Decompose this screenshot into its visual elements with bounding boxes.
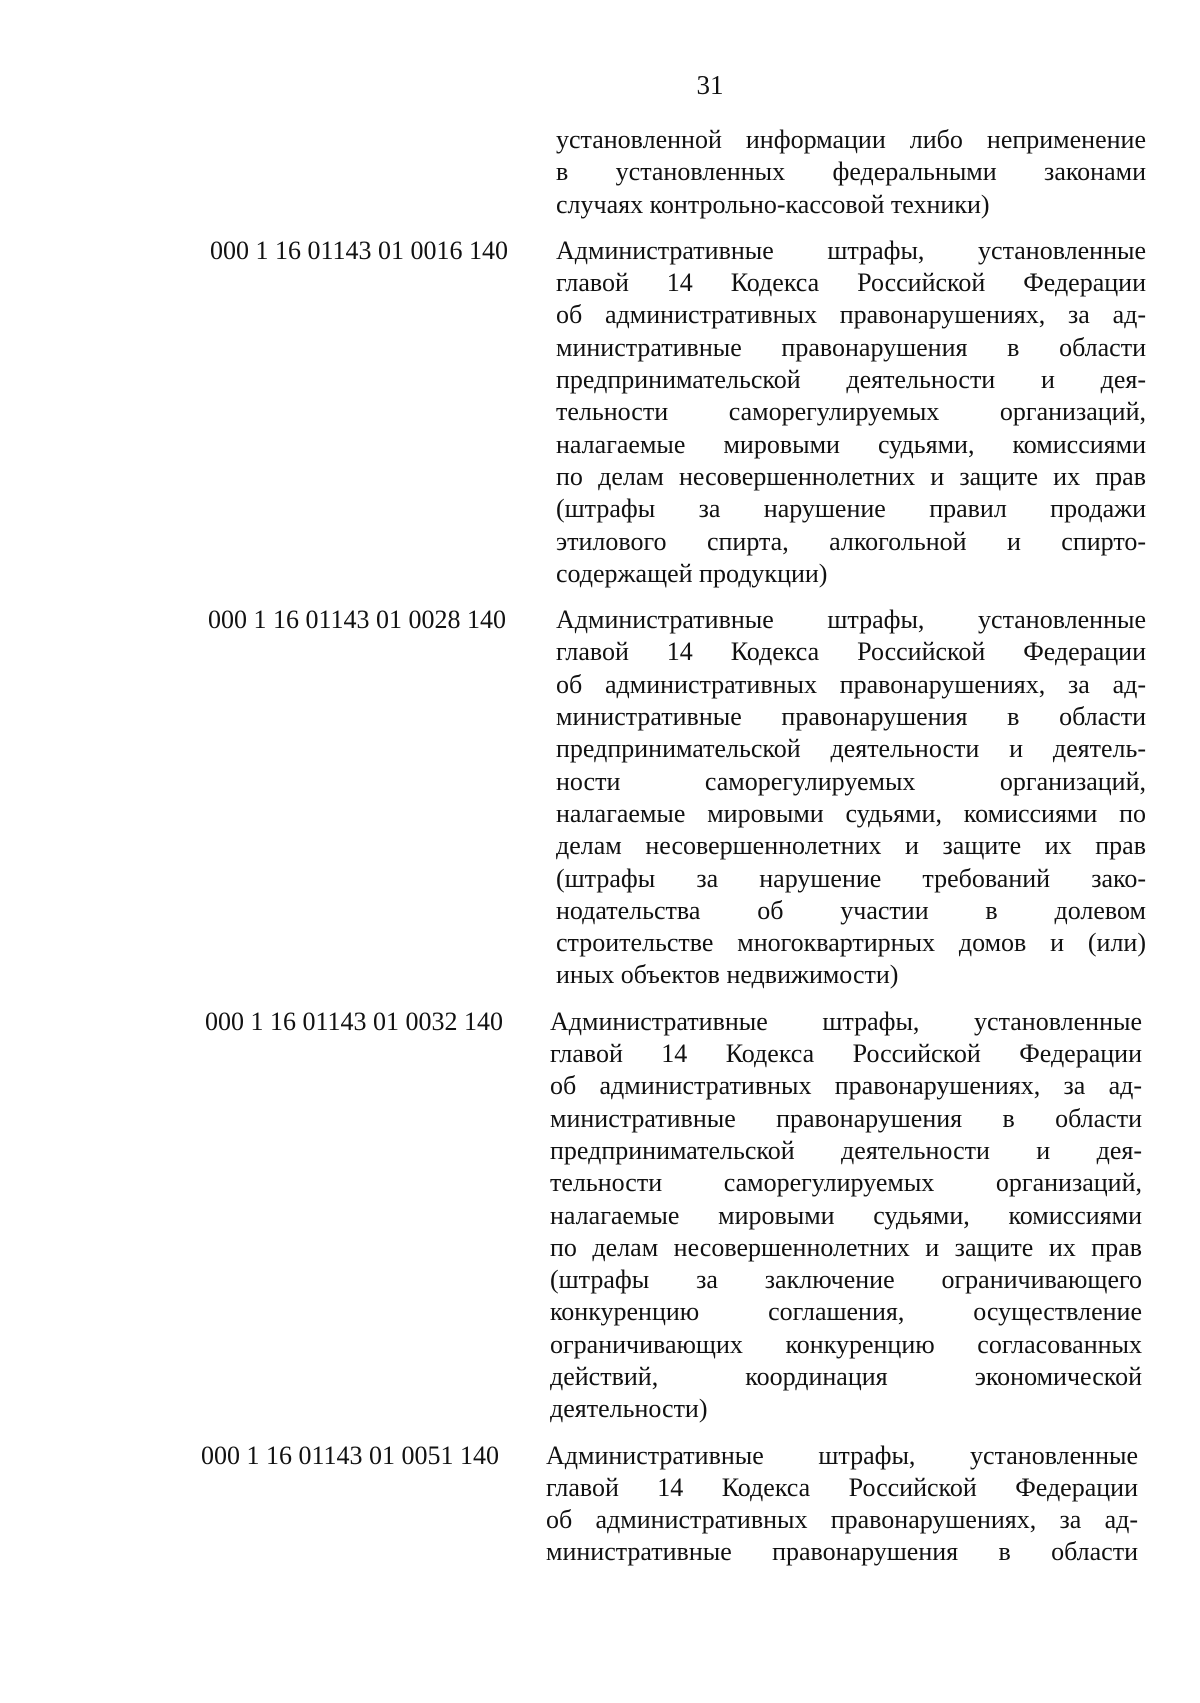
fines-table	[0, 124, 1200, 1569]
description-line: конкуренцию соглашения, осуществление	[550, 1297, 1142, 1327]
description-line: Административные штрафы, установленные	[550, 1006, 1142, 1036]
description-line: этилового спирта, алкогольной и спирто-	[556, 526, 1146, 556]
description-line: министративные правонарушения в области	[556, 332, 1146, 362]
description-line: налагаемые мировыми судьями, комиссиями	[550, 1200, 1142, 1230]
table-row	[0, 604, 1200, 992]
budget-classification-code: 000 1 16 01143 01 0032 140	[205, 1006, 504, 1036]
budget-classification-code: 000 1 16 01143 01 0016 140	[210, 235, 509, 265]
description-line: предпринимательской деятельности и дея-	[556, 365, 1146, 395]
description-line: в установленных федеральными законами	[556, 157, 1146, 187]
description-line: тельности саморегулируемых организаций,	[556, 397, 1146, 427]
entry-description	[556, 604, 1146, 992]
description-line: Административные штрафы, установленные	[556, 235, 1146, 265]
description-line: случаях контрольно-кассовой техники)	[556, 189, 990, 219]
description-line: министративные правонарушения в области	[550, 1103, 1142, 1133]
continuation-description	[556, 124, 1146, 221]
description-line: установленной информации либо неприменение	[556, 125, 1146, 154]
description-line: по делам несовершеннолетних и защите их прав	[556, 461, 1146, 491]
budget-classification-code: 000 1 16 01143 01 0028 140	[208, 605, 507, 635]
description-line: действий, координация экономической	[550, 1361, 1142, 1391]
table-row	[0, 1440, 1200, 1569]
description-line: об административных правонарушениях, за ад-	[550, 1071, 1142, 1101]
description-line: (штрафы за нарушение правил продажи	[556, 494, 1146, 524]
continuation-entry	[0, 124, 1200, 221]
budget-classification-code: 000 1 16 01143 01 0051 140	[201, 1440, 500, 1470]
description-line: министративные правонарушения в области	[556, 702, 1146, 732]
description-line: Административные штрафы, установленные	[546, 1440, 1138, 1470]
description-line: делам несовершеннолетних и защите их прав	[556, 831, 1146, 861]
description-line: об административных правонарушениях, за ад-	[556, 669, 1146, 699]
description-line: Административные штрафы, установленные	[556, 605, 1146, 635]
description-line: деятельности)	[550, 1394, 708, 1424]
table-row	[0, 1006, 1200, 1426]
description-line: главой 14 Кодекса Российской Федерации	[556, 268, 1146, 298]
description-line: иных объектов недвижимости)	[556, 960, 899, 990]
description-line: ограничивающих конкуренцию согласованных	[550, 1329, 1142, 1359]
description-line: налагаемые мировыми судьями, комиссиями по	[556, 798, 1146, 828]
entry-description	[556, 235, 1146, 590]
description-line: об административных правонарушениях, за ад-	[546, 1505, 1138, 1535]
description-line: налагаемые мировыми судьями, комиссиями	[556, 429, 1146, 459]
description-line: по делам несовершеннолетних и защите их прав	[550, 1232, 1142, 1262]
description-line: (штрафы за заключение ограничивающего	[550, 1265, 1142, 1295]
description-line: главой 14 Кодекса Российской Федерации	[556, 637, 1146, 667]
page-number: 31	[696, 70, 724, 100]
description-line: предпринимательской деятельности и дея-	[550, 1135, 1142, 1165]
entry-description	[550, 1006, 1142, 1426]
description-line: тельности саморегулируемых организаций,	[550, 1168, 1142, 1198]
description-line: нодательства об участии в долевом	[556, 895, 1146, 925]
description-line: главой 14 Кодекса Российской Федерации	[546, 1472, 1138, 1502]
description-line: главой 14 Кодекса Российской Федерации	[550, 1039, 1142, 1069]
description-line: содержащей продукции)	[556, 558, 828, 588]
description-line: министративные правонарушения в области	[546, 1537, 1138, 1567]
entry-description	[546, 1440, 1138, 1569]
description-line: об административных правонарушениях, за ад-	[556, 300, 1146, 330]
table-row	[0, 235, 1200, 590]
description-line: ности саморегулируемых организаций,	[556, 766, 1146, 796]
description-line: предпринимательской деятельности и деятель-	[556, 734, 1146, 764]
description-line: (штрафы за нарушение требований зако-	[556, 863, 1146, 893]
description-line: строительстве многоквартирных домов и (или)	[556, 928, 1146, 958]
